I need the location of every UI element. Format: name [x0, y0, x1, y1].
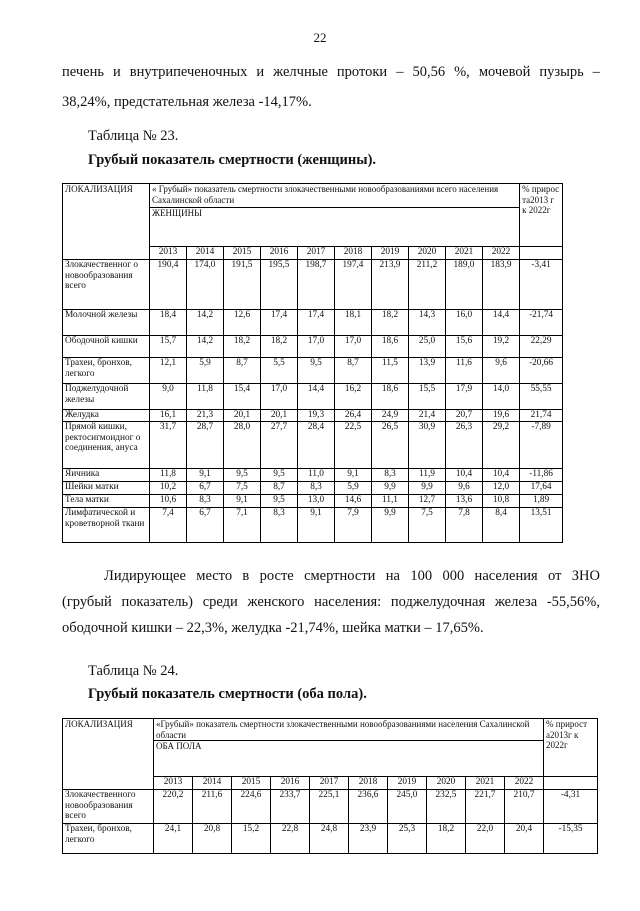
- table23-head-growth: % прирос та2013 г к 2022г: [520, 184, 563, 247]
- table24-title: Грубый показатель смертности (оба пола).: [88, 686, 367, 702]
- table24-year-2018: 2018: [349, 777, 388, 790]
- row-value: 11,1: [372, 495, 409, 508]
- row-growth: -21,74: [520, 310, 563, 336]
- row-value: 189,0: [446, 260, 483, 310]
- row-value: 6,7: [187, 482, 224, 495]
- row-value: 18,2: [224, 336, 261, 358]
- row-value: 28,4: [298, 422, 335, 469]
- row-value: 9,9: [372, 482, 409, 495]
- row-value: 18,2: [261, 336, 298, 358]
- row-value: 7,1: [224, 508, 261, 543]
- row-value: 8,4: [483, 508, 520, 543]
- row-value: 14,6: [335, 495, 372, 508]
- row-growth: 21,74: [520, 410, 563, 422]
- row-value: 24,1: [154, 824, 193, 854]
- row-value: 15,6: [446, 336, 483, 358]
- row-value: 5,5: [261, 358, 298, 384]
- row-value: 8,7: [261, 482, 298, 495]
- table-row: [63, 469, 563, 482]
- table23-year-2014: 2014: [187, 247, 224, 260]
- row-value: 9,0: [150, 384, 187, 410]
- row-value: 13,9: [409, 358, 446, 384]
- row-growth: 17,64: [520, 482, 563, 495]
- table-row: [63, 310, 563, 336]
- row-value: 197,4: [335, 260, 372, 310]
- row-value: 19,2: [483, 336, 520, 358]
- row-value: 18,4: [150, 310, 187, 336]
- row-value: 16,2: [335, 384, 372, 410]
- row-value: 8,3: [261, 508, 298, 543]
- row-value: 17,9: [446, 384, 483, 410]
- row-value: 18,6: [372, 384, 409, 410]
- row-growth: 1,89: [520, 495, 563, 508]
- table23-year-2018: 2018: [335, 247, 372, 260]
- row-value: 14,4: [483, 310, 520, 336]
- row-value: 18,1: [335, 310, 372, 336]
- row-value: 26,4: [335, 410, 372, 422]
- row-value: 8,3: [298, 482, 335, 495]
- row-growth: -20,66: [520, 358, 563, 384]
- row-value: 18,6: [372, 336, 409, 358]
- row-value: 19,6: [483, 410, 520, 422]
- table24-year-2021: 2021: [466, 777, 505, 790]
- row-value: 11,9: [409, 469, 446, 482]
- row-value: 11,0: [298, 469, 335, 482]
- row-growth: -3,41: [520, 260, 563, 310]
- table-row: [63, 422, 563, 469]
- row-localization: Трахеи, бронхов, легкого: [63, 358, 150, 384]
- row-value: 224,6: [232, 790, 271, 824]
- row-value: 20,1: [224, 410, 261, 422]
- table23-year-2017: 2017: [298, 247, 335, 260]
- row-value: 17,0: [335, 336, 372, 358]
- row-localization: Прямой кишки, ректосигмоидног о соединения, ануса: [63, 422, 150, 469]
- table24-year-2019: 2019: [388, 777, 427, 790]
- table-row: [63, 384, 563, 410]
- row-value: 8,3: [372, 469, 409, 482]
- table23-year-2021: 2021: [446, 247, 483, 260]
- row-value: 220,2: [154, 790, 193, 824]
- table24-head-group: ОБА ПОЛА: [154, 741, 544, 777]
- table23-head-localization: ЛОКАЛИЗАЦИЯ: [63, 184, 150, 260]
- table-row: [63, 410, 563, 422]
- row-growth: -4,31: [544, 790, 598, 824]
- row-localization: Злокачественног о новообразования всего: [63, 260, 150, 310]
- row-value: 9,1: [335, 469, 372, 482]
- row-value: 20,7: [446, 410, 483, 422]
- row-localization: Трахеи, бронхов, легкого: [63, 824, 154, 854]
- table-row: [63, 790, 598, 824]
- table-row: [63, 824, 598, 854]
- row-growth: 13,51: [520, 508, 563, 543]
- table23-year-2015: 2015: [224, 247, 261, 260]
- row-value: 26,3: [446, 422, 483, 469]
- table23-year-blank: [520, 247, 563, 260]
- row-value: 9,9: [372, 508, 409, 543]
- row-value: 233,7: [271, 790, 310, 824]
- intro-line-1: печень и внутрипеченочных и желчные протоки – 50,56 %, мочевой пузырь –: [62, 64, 600, 80]
- table24-year-2020: 2020: [427, 777, 466, 790]
- row-value: 11,6: [446, 358, 483, 384]
- row-growth: 22,29: [520, 336, 563, 358]
- table24-year-2013: 2013: [154, 777, 193, 790]
- table24-head-growth: % прирост а2013г к 2022г: [544, 719, 598, 777]
- row-value: 10,4: [483, 469, 520, 482]
- row-value: 12,0: [483, 482, 520, 495]
- row-value: 5,9: [335, 482, 372, 495]
- row-value: 25,3: [388, 824, 427, 854]
- row-value: 183,9: [483, 260, 520, 310]
- row-value: 7,8: [446, 508, 483, 543]
- table23-year-2013: 2013: [150, 247, 187, 260]
- row-value: 10,6: [150, 495, 187, 508]
- row-value: 24,9: [372, 410, 409, 422]
- row-localization: Желудка: [63, 410, 150, 422]
- row-localization: Яичника: [63, 469, 150, 482]
- row-value: 26,5: [372, 422, 409, 469]
- row-value: 30,9: [409, 422, 446, 469]
- row-localization: Молочной железы: [63, 310, 150, 336]
- row-value: 20,1: [261, 410, 298, 422]
- table23-year-2016: 2016: [261, 247, 298, 260]
- table24-year-2017: 2017: [310, 777, 349, 790]
- row-value: 245,0: [388, 790, 427, 824]
- row-value: 14,3: [409, 310, 446, 336]
- table24: [62, 718, 598, 854]
- table23-title: Грубый показатель смертности (женщины).: [88, 152, 377, 168]
- table23: [62, 183, 563, 543]
- row-growth: -11,86: [520, 469, 563, 482]
- row-value: 23,9: [349, 824, 388, 854]
- row-value: 9,1: [298, 508, 335, 543]
- row-value: 236,6: [349, 790, 388, 824]
- row-value: 221,7: [466, 790, 505, 824]
- intro-paragraph: [62, 57, 600, 117]
- row-value: 9,5: [298, 358, 335, 384]
- row-value: 195,5: [261, 260, 298, 310]
- row-value: 16,0: [446, 310, 483, 336]
- table24-body: [63, 790, 598, 854]
- row-value: 12,6: [224, 310, 261, 336]
- row-value: 11,8: [187, 384, 224, 410]
- row-value: 15,4: [224, 384, 261, 410]
- row-value: 15,5: [409, 384, 446, 410]
- row-value: 14,2: [187, 336, 224, 358]
- row-value: 210,7: [505, 790, 544, 824]
- row-value: 21,4: [409, 410, 446, 422]
- summary-line-1: Лидирующее место в росте смертности на 100 000 населения от ЗНО: [104, 568, 600, 584]
- row-value: 9,9: [409, 482, 446, 495]
- row-value: 15,7: [150, 336, 187, 358]
- table-row: [63, 260, 563, 310]
- table24-caption: Таблица № 24.: [88, 663, 179, 679]
- row-value: 16,1: [150, 410, 187, 422]
- row-value: 9,1: [224, 495, 261, 508]
- row-value: 20,4: [505, 824, 544, 854]
- table24-head-localization: ЛОКАЛИЗАЦИЯ: [63, 719, 154, 790]
- table24-year-blank: [544, 777, 598, 790]
- row-value: 232,5: [427, 790, 466, 824]
- row-localization: Тела матки: [63, 495, 150, 508]
- row-value: 225,1: [310, 790, 349, 824]
- summary-line-3: ободочной кишки – 22,3%, желудка -21,74%, шейка матки – 17,65%.: [62, 620, 484, 636]
- row-value: 11,8: [150, 469, 187, 482]
- row-value: 198,7: [298, 260, 335, 310]
- row-value: 9,6: [483, 358, 520, 384]
- row-value: 15,2: [232, 824, 271, 854]
- row-value: 14,4: [298, 384, 335, 410]
- row-value: 10,2: [150, 482, 187, 495]
- row-value: 18,2: [372, 310, 409, 336]
- row-value: 211,6: [193, 790, 232, 824]
- table24-year-2014: 2014: [193, 777, 232, 790]
- row-value: 6,7: [187, 508, 224, 543]
- row-value: 191,5: [224, 260, 261, 310]
- row-localization: Лимфатической и кроветворной ткани: [63, 508, 150, 543]
- row-value: 211,2: [409, 260, 446, 310]
- table23-head-group: ЖЕНЩИНЫ: [150, 208, 520, 247]
- row-value: 9,5: [224, 469, 261, 482]
- table-row: [63, 482, 563, 495]
- table24-year-2022: 2022: [505, 777, 544, 790]
- row-value: 20,8: [193, 824, 232, 854]
- row-value: 9,5: [261, 495, 298, 508]
- row-localization: Ободочной кишки: [63, 336, 150, 358]
- table24-head-indicator: «Грубый» показатель смертности злокачественными новообразованиями населения Сахалинской области: [154, 719, 544, 741]
- row-value: 17,4: [261, 310, 298, 336]
- table24-year-2016: 2016: [271, 777, 310, 790]
- row-value: 174,0: [187, 260, 224, 310]
- table23-head-indicator: « Грубый» показатель смертности злокачественными новообразованиями всего населения Сахалинской области: [150, 184, 520, 208]
- row-value: 17,0: [298, 336, 335, 358]
- row-value: 9,1: [187, 469, 224, 482]
- row-value: 24,8: [310, 824, 349, 854]
- row-value: 28,7: [187, 422, 224, 469]
- table-row: [63, 495, 563, 508]
- intro-line-2: 38,24%, предстательная железа -14,17%.: [62, 94, 312, 110]
- row-value: 10,4: [446, 469, 483, 482]
- row-value: 29,2: [483, 422, 520, 469]
- row-growth: -7,89: [520, 422, 563, 469]
- row-value: 7,5: [224, 482, 261, 495]
- row-value: 8,3: [187, 495, 224, 508]
- row-value: 12,7: [409, 495, 446, 508]
- row-value: 190,4: [150, 260, 187, 310]
- table-row: [63, 358, 563, 384]
- row-value: 17,4: [298, 310, 335, 336]
- row-value: 9,6: [446, 482, 483, 495]
- summary-paragraph: [62, 563, 600, 641]
- row-value: 22,8: [271, 824, 310, 854]
- page-number: 22: [313, 30, 327, 45]
- row-value: 22,5: [335, 422, 372, 469]
- table-row: [63, 336, 563, 358]
- row-value: 31,7: [150, 422, 187, 469]
- row-value: 7,9: [335, 508, 372, 543]
- row-value: 18,2: [427, 824, 466, 854]
- row-value: 27,7: [261, 422, 298, 469]
- row-value: 13,0: [298, 495, 335, 508]
- row-value: 19,3: [298, 410, 335, 422]
- table23-year-2019: 2019: [372, 247, 409, 260]
- row-value: 22,0: [466, 824, 505, 854]
- row-localization: Поджелудочной железы: [63, 384, 150, 410]
- summary-line-2: (грубый показатель) среди женского населения: поджелудочная железа -55,56%,: [62, 594, 600, 610]
- row-value: 17,0: [261, 384, 298, 410]
- row-value: 8,7: [224, 358, 261, 384]
- row-value: 14,0: [483, 384, 520, 410]
- row-growth: -15,35: [544, 824, 598, 854]
- table23-year-2020: 2020: [409, 247, 446, 260]
- row-value: 14,2: [187, 310, 224, 336]
- row-value: 9,5: [261, 469, 298, 482]
- table-row: [63, 508, 563, 543]
- row-value: 5,9: [187, 358, 224, 384]
- row-value: 10,8: [483, 495, 520, 508]
- row-value: 25,0: [409, 336, 446, 358]
- row-value: 213,9: [372, 260, 409, 310]
- table23-body: [63, 260, 563, 543]
- row-value: 11,5: [372, 358, 409, 384]
- row-value: 7,4: [150, 508, 187, 543]
- row-localization: Злокачественного новообразования всего: [63, 790, 154, 824]
- row-value: 8,7: [335, 358, 372, 384]
- row-growth: 55,55: [520, 384, 563, 410]
- row-value: 13,6: [446, 495, 483, 508]
- table24-year-2015: 2015: [232, 777, 271, 790]
- row-value: 7,5: [409, 508, 446, 543]
- table23-caption: Таблица № 23.: [88, 128, 179, 144]
- row-localization: Шейки матки: [63, 482, 150, 495]
- row-value: 12,1: [150, 358, 187, 384]
- row-value: 21,3: [187, 410, 224, 422]
- table23-year-2022: 2022: [483, 247, 520, 260]
- row-value: 28,0: [224, 422, 261, 469]
